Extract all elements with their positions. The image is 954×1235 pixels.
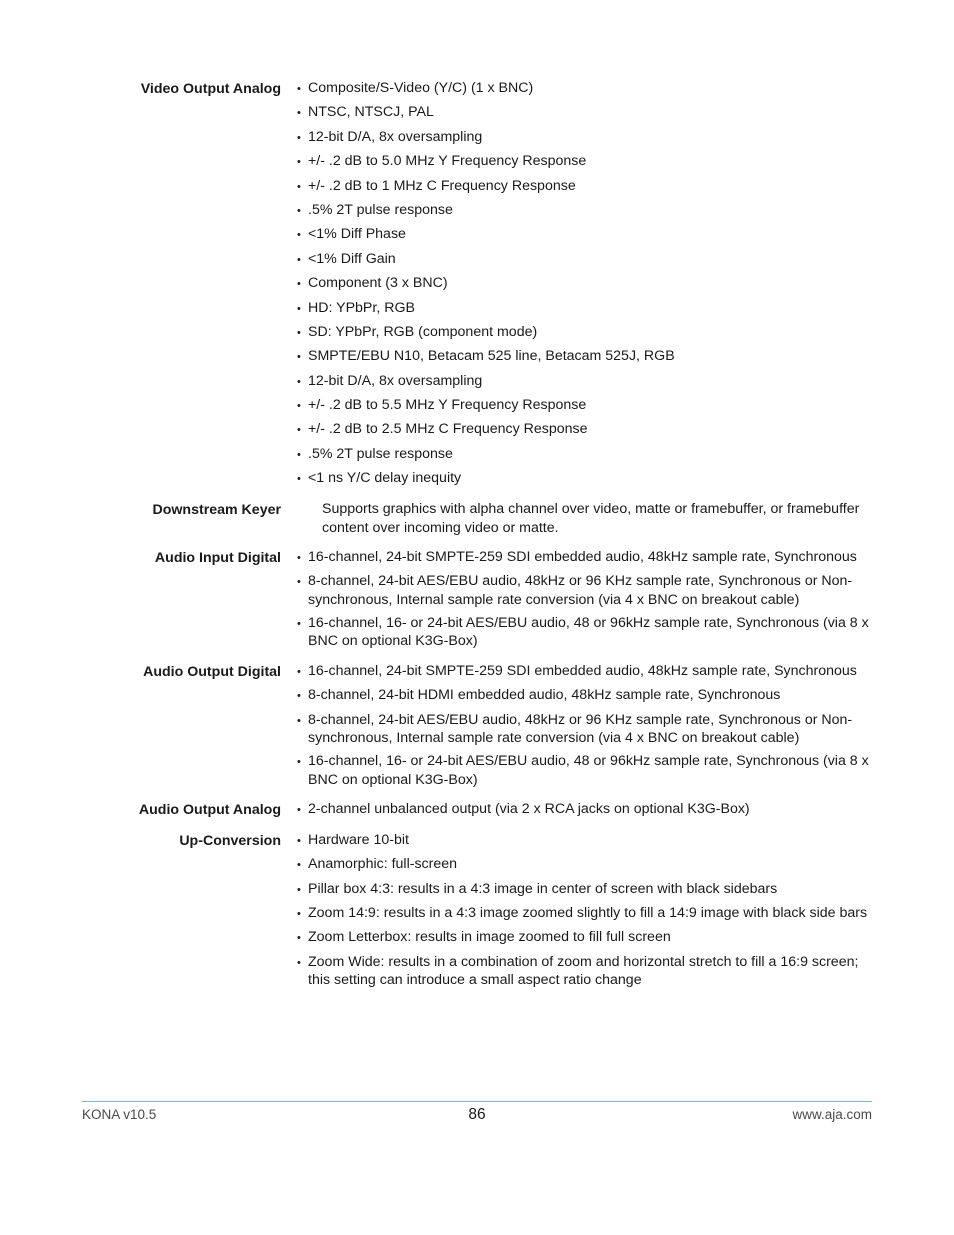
bullet-icon: •: [297, 229, 301, 242]
list-item-text: +/- .2 dB to 5.5 MHz Y Frequency Response: [308, 397, 587, 414]
spec-label: Audio Output Digital: [143, 663, 281, 680]
list-item-text: 2-channel unbalanced output (via 2 x RCA jacks on optional K3G-Box): [308, 801, 750, 818]
list-item: [297, 953, 872, 990]
bullet-list: [297, 548, 872, 651]
bullet-icon: •: [297, 302, 301, 315]
list-item-text: Anamorphic: full-screen: [308, 856, 458, 873]
spec-label: Video Output Analog: [140, 81, 281, 97]
list-item: [297, 880, 872, 900]
spec-row: [82, 831, 872, 995]
list-item: [297, 614, 872, 651]
bullet-icon: •: [297, 400, 301, 413]
list-item-text: Hardware 10-bit: [308, 831, 409, 848]
list-item-text: .5% 2T pulse response: [308, 201, 453, 218]
list-item: [297, 250, 872, 270]
bullet-icon: •: [297, 714, 301, 727]
bullet-icon: •: [297, 859, 301, 872]
list-item: [297, 152, 872, 172]
list-item: [297, 711, 872, 748]
bullet-icon: •: [297, 107, 301, 120]
bullet-icon: •: [297, 424, 301, 437]
list-item-text: .5% 2T pulse response: [308, 445, 453, 462]
bullet-icon: •: [297, 883, 301, 896]
list-item-text: 12-bit D/A, 8x oversampling: [308, 128, 483, 145]
bullet-icon: •: [297, 756, 301, 769]
bullet-icon: •: [297, 204, 301, 217]
bullet-icon: •: [297, 690, 301, 703]
list-item: [297, 445, 872, 465]
list-item-text: <1% Diff Gain: [308, 250, 396, 267]
bullet-icon: •: [297, 448, 301, 461]
list-item: [297, 800, 872, 820]
spec-details: [297, 800, 872, 824]
list-item-text: 12-bit D/A, 8x oversampling: [308, 372, 483, 389]
bullet-icon: •: [297, 576, 301, 589]
list-item: [297, 752, 872, 789]
list-item: [297, 420, 872, 440]
list-item: [297, 928, 872, 948]
list-item: [297, 686, 872, 706]
list-item-text: Pillar box 4:3: results in a 4:3 image in center of screen with black sidebars: [308, 880, 778, 897]
list-item-text: +/- .2 dB to 2.5 MHz C Frequency Response: [308, 421, 588, 438]
list-item: [297, 548, 872, 568]
spec-details: [297, 79, 872, 494]
list-item: [297, 572, 872, 609]
list-item-text: 16-channel, 16- or 24-bit AES/EBU audio, 48 or 96kHz sample rate, Synchronous (via 8 x BNC on optional K3G-Box): [308, 753, 869, 788]
list-item: [297, 396, 872, 416]
list-item: [297, 299, 872, 319]
bullet-icon: •: [297, 83, 301, 95]
list-item-text: Zoom Letterbox: results in image zoomed to fill full screen: [308, 929, 671, 946]
list-item: [297, 201, 872, 221]
bullet-icon: •: [297, 932, 301, 945]
list-item: [297, 79, 872, 99]
bullet-icon: •: [297, 665, 301, 678]
list-item: [297, 103, 872, 123]
bullet-icon: •: [297, 131, 301, 144]
list-item-text: Zoom Wide: results in a combination of zoom and horizontal stretch to fill a 16:9 screen; this setting can introduce a small aspect ratio change: [308, 953, 859, 989]
spec-label: Downstream Keyer: [152, 501, 281, 518]
list-item-text: <1 ns Y/C delay inequity: [308, 470, 462, 487]
spec-details: [297, 662, 872, 795]
list-item: [297, 662, 872, 682]
list-item: [297, 128, 872, 148]
list-item-text: SMPTE/EBU N10, Betacam 525 line, Betacam 525J, RGB: [308, 348, 675, 365]
list-item: [297, 469, 872, 489]
list-item: [297, 831, 872, 851]
spec-label: Audio Output Analog: [138, 802, 281, 819]
bullet-icon: •: [297, 351, 301, 364]
bullet-icon: •: [297, 617, 301, 630]
footer-divider: [82, 1101, 872, 1102]
list-item: [297, 855, 872, 875]
list-item-text: SD: YPbPr, RGB (component mode): [308, 323, 538, 340]
list-item-text: Zoom 14:9: results in a 4:3 image zoomed slightly to fill a 14:9 image with black side bars: [308, 904, 868, 921]
list-item-text: <1% Diff Phase: [308, 226, 406, 243]
list-item: [297, 225, 872, 245]
bullet-icon: •: [297, 551, 301, 564]
footer-product-version: KONA v10.5: [82, 1107, 157, 1122]
list-item-text: +/- .2 dB to 1 MHz C Frequency Response: [308, 177, 576, 194]
bullet-icon: •: [297, 834, 301, 847]
list-item-text: 16-channel, 24-bit SMPTE-259 SDI embedded audio, 48kHz sample rate, Synchronous: [308, 662, 857, 679]
bullet-icon: •: [297, 278, 301, 291]
bullet-list: [297, 800, 872, 820]
list-item-text: 8-channel, 24-bit HDMI embedded audio, 48kHz sample rate, Synchronous: [308, 687, 781, 704]
spec-row: [82, 79, 872, 494]
spec-label: Audio Input Digital: [154, 549, 281, 566]
list-item-text: HD: YPbPr, RGB: [308, 299, 415, 316]
page-number: 86: [468, 1106, 486, 1123]
bullet-icon: •: [297, 473, 301, 486]
list-item: [297, 372, 872, 392]
spec-label: Up-Conversion: [179, 832, 281, 849]
list-item-text: Component (3 x BNC): [308, 275, 448, 292]
list-item-text: 8-channel, 24-bit AES/EBU audio, 48kHz or 96 KHz sample rate, Synchronous or Non-synchronous, Internal sample rate conversion (via 4 x BNC on breakout cable): [308, 711, 853, 747]
spec-row: [82, 662, 872, 795]
list-item-text: 16-channel, 16- or 24-bit AES/EBU audio, 48 or 96kHz sample rate, Synchronous (via 8 x BNC on optional K3G-Box): [308, 614, 869, 650]
spec-paragraph: Supports graphics with alpha channel over video, matte or framebuffer, or framebuffer content over incoming video or matte.: [322, 500, 860, 536]
spec-row: [82, 548, 872, 656]
spec-details: [297, 831, 872, 995]
spec-details: [297, 548, 872, 656]
list-item: [297, 347, 872, 367]
footer-website: www.aja.com: [792, 1107, 872, 1122]
bullet-icon: •: [297, 326, 301, 339]
bullet-icon: •: [297, 180, 301, 193]
list-item-text: +/- .2 dB to 5.0 MHz Y Frequency Response: [308, 153, 587, 170]
spec-table: [82, 79, 872, 1001]
bullet-icon: •: [297, 253, 301, 266]
spec-row: [82, 500, 872, 542]
list-item: [297, 904, 872, 924]
bullet-icon: •: [297, 156, 301, 169]
bullet-icon: •: [297, 804, 301, 817]
bullet-list: [297, 79, 872, 489]
bullet-icon: •: [297, 375, 301, 388]
list-item-text: NTSC, NTSCJ, PAL: [308, 104, 434, 121]
list-item-text: 8-channel, 24-bit AES/EBU audio, 48kHz or 96 KHz sample rate, Synchronous or Non-synchronous, Internal sample rate conversion (via 4 x BNC on breakout cable): [308, 573, 853, 608]
spec-details: [297, 500, 872, 542]
list-item: [297, 323, 872, 343]
list-item-text: 16-channel, 24-bit SMPTE-259 SDI embedded audio, 48kHz sample rate, Synchronous: [308, 548, 857, 565]
list-item: [297, 274, 872, 294]
bullet-icon: •: [297, 907, 301, 920]
list-item: [297, 177, 872, 197]
bullet-list: [297, 662, 872, 790]
spec-row: [82, 800, 872, 824]
list-item-text: Composite/S-Video (Y/C) (1 x BNC): [308, 80, 534, 96]
bullet-icon: •: [297, 956, 301, 969]
bullet-list: [297, 831, 872, 990]
